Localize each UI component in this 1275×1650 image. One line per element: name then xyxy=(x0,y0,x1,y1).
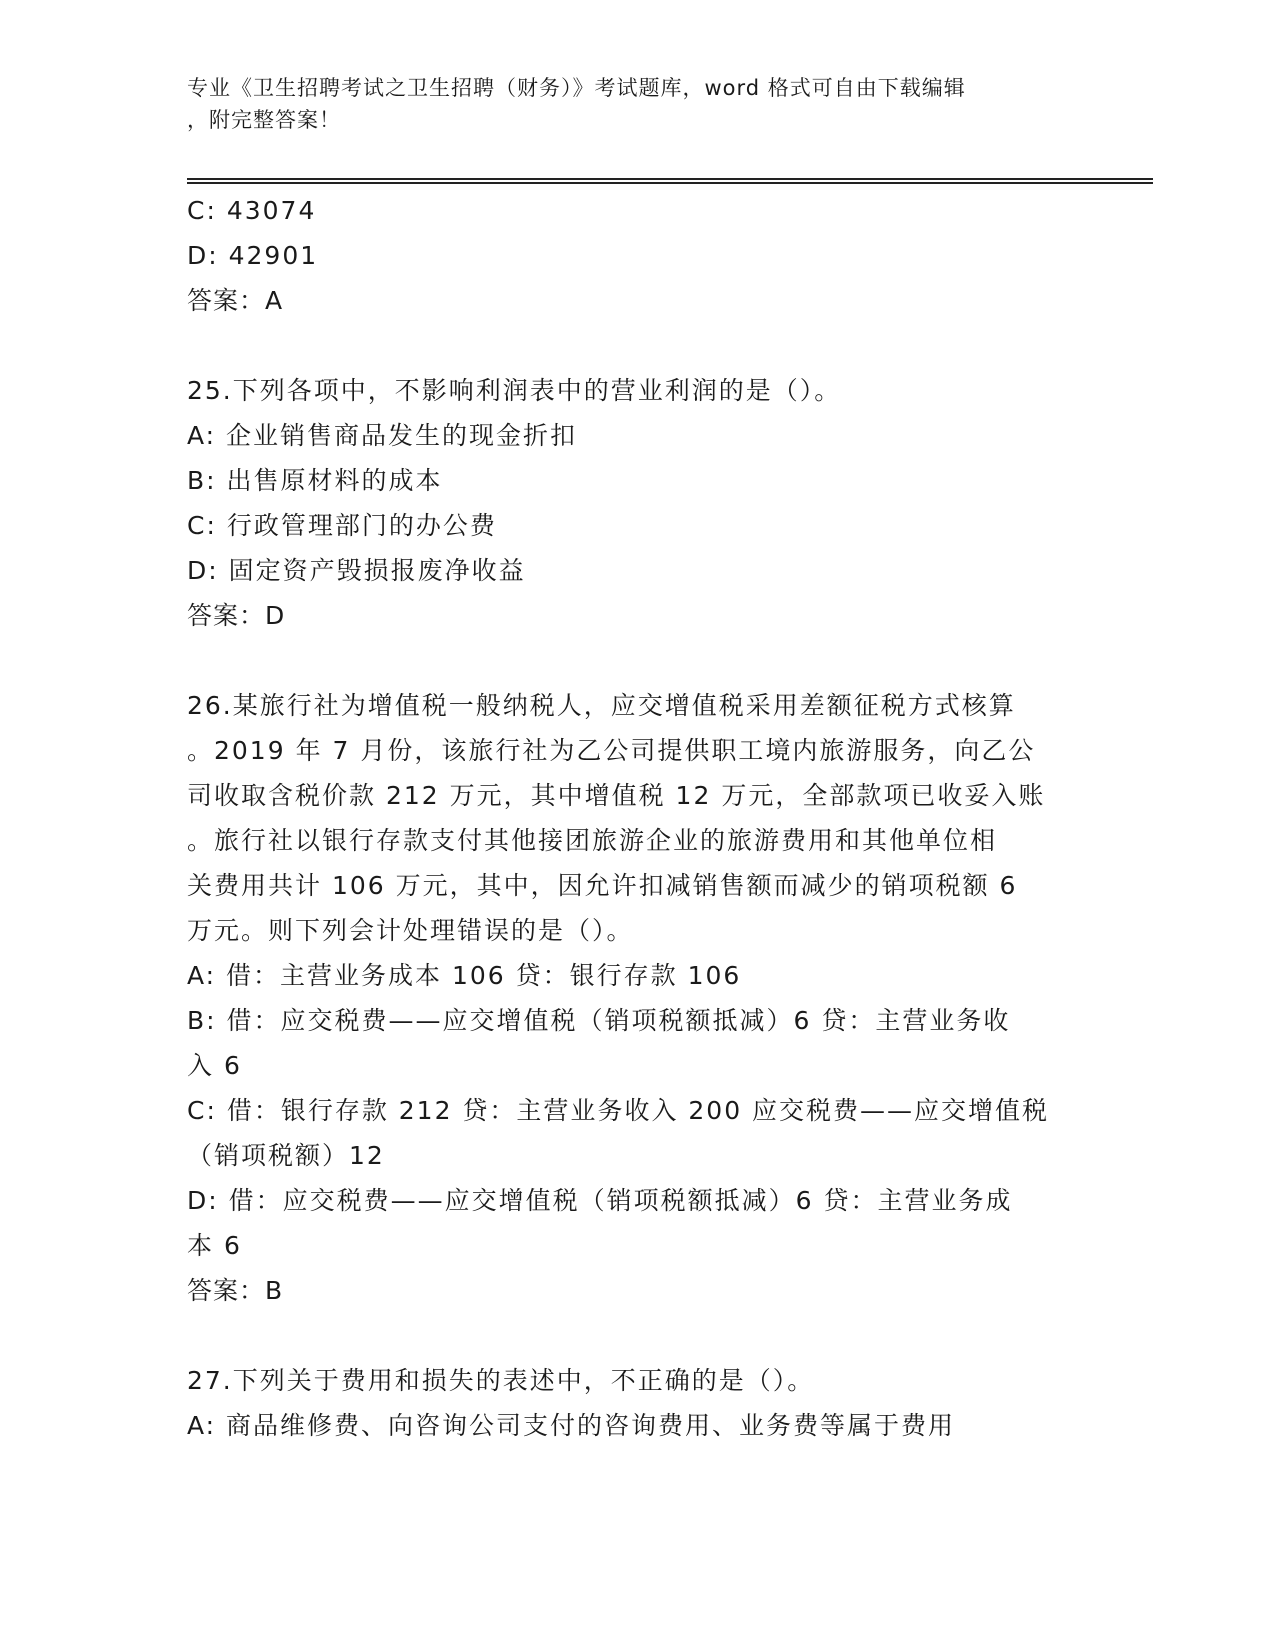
header-line-2: ，附完整答案！ xyxy=(187,108,341,132)
q26-option-d-line-1: D: 借：应交税费——应交增值税（销项税额抵减）6 贷：主营业务成 xyxy=(187,1186,1013,1215)
q26-stem-line-4: 。旅行社以银行存款支付其他接团旅游企业的旅游费用和其他单位相 xyxy=(187,826,998,855)
q25-option-c: C: 行政管理部门的办公费 xyxy=(187,511,497,540)
prev-answer: 答案：A xyxy=(187,286,284,315)
question-body xyxy=(187,188,1077,1448)
q26-stem-line-3: 司收取含税价款 212 万元，其中增值税 12 万元，全部款项已收妥入账 xyxy=(187,781,1046,810)
q26-answer: 答案：B xyxy=(187,1276,284,1305)
q26-stem-line-6: 万元。则下列会计处理错误的是（）。 xyxy=(187,916,634,945)
q25-option-a: A: 企业销售商品发生的现金折扣 xyxy=(187,421,578,450)
q25-option-d: D: 固定资产毁损报废净收益 xyxy=(187,556,526,585)
q26-stem-line-2: 。2019 年 7 月份，该旅行社为乙公司提供职工境内旅游服务，向乙公 xyxy=(187,736,1036,765)
q26-stem-line-5: 关费用共计 106 万元，其中，因允许扣减销售额而减少的销项税额 6 xyxy=(187,871,1018,900)
q25-stem: 25.下列各项中，不影响利润表中的营业利润的是（）。 xyxy=(187,376,842,405)
q26-option-b-line-2: 入 6 xyxy=(187,1051,242,1080)
q27-stem: 27.下列关于费用和损失的表述中，不正确的是（）。 xyxy=(187,1366,815,1395)
q25-option-b: B: 出售原材料的成本 xyxy=(187,466,443,495)
q26-stem-line-1: 26.某旅行社为增值税一般纳税人，应交增值税采用差额征税方式核算 xyxy=(187,691,1016,720)
q26-option-d-line-2: 本 6 xyxy=(187,1231,242,1260)
q26-option-c-line-1: C: 借：银行存款 212 贷：主营业务收入 200 应交税费——应交增值税 xyxy=(187,1096,1050,1125)
header-divider-top xyxy=(187,178,1153,180)
spacer xyxy=(187,1313,1077,1358)
q26-option-c-line-2: （销项税额）12 xyxy=(187,1141,385,1170)
header-line-1: 专业《卫生招聘考试之卫生招聘（财务）》考试题库，word 格式可自由下载编辑 xyxy=(187,76,966,100)
prev-option-d: D: 42901 xyxy=(187,241,319,270)
q27-option-a: A: 商品维修费、向咨询公司支付的咨询费用、业务费等属于费用 xyxy=(187,1411,956,1440)
spacer xyxy=(187,638,1077,683)
q25-answer: 答案：D xyxy=(187,601,286,630)
page-header xyxy=(187,72,1067,136)
prev-option-c: C: 43074 xyxy=(187,196,317,225)
q26-option-a: A: 借：主营业务成本 106 贷：银行存款 106 xyxy=(187,961,742,990)
q26-option-b-line-1: B: 借：应交税费——应交增值税（销项税额抵减）6 贷：主营业务收 xyxy=(187,1006,1011,1035)
spacer xyxy=(187,323,1077,368)
header-divider-bottom xyxy=(187,182,1153,184)
